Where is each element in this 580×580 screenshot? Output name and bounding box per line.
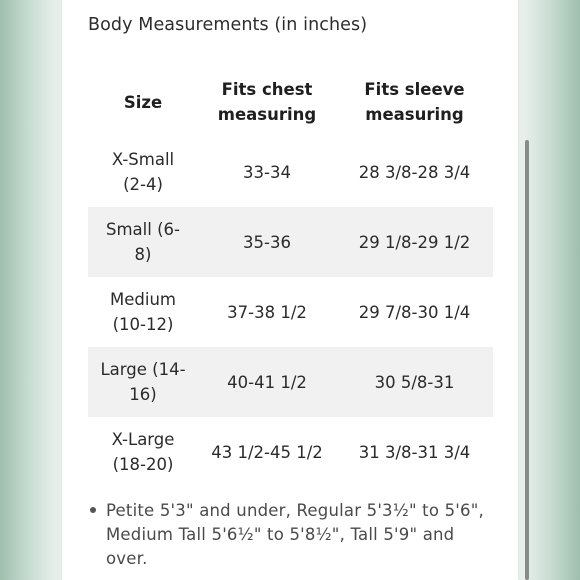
header-size: Size — [123, 92, 163, 112]
chest-cell: 40-41 1/2 — [198, 347, 336, 417]
page-title: Body Measurements (in inches) — [88, 15, 368, 35]
table-row — [88, 347, 493, 417]
size-cell — [88, 207, 198, 277]
table-row — [88, 417, 493, 487]
chest-cell: 35-36 — [198, 207, 336, 277]
table-header-row — [88, 67, 493, 137]
measurements-card — [62, 0, 518, 580]
sleeve-cell: 31 3/8-31 3/4 — [358, 442, 471, 462]
sleeve-cell: 30 5/8-31 — [336, 347, 493, 417]
height-note-text: Petite 5'3" and under, Regular 5'3½" to 5'6", Medium Tall 5'6½" to 5'8½", Tall 5'9" and over. — [106, 501, 484, 568]
table-row — [88, 277, 493, 347]
bullet-icon — [90, 507, 96, 513]
size-label: Large (14-16) — [100, 360, 186, 404]
size-label: X-Small (2-4) — [111, 150, 175, 194]
chest-cell: 43 1/2-45 1/2 — [211, 442, 323, 462]
size-cell — [88, 347, 198, 417]
sleeve-cell: 29 1/8-29 1/2 — [336, 207, 493, 277]
size-label: X-Large (18-20) — [111, 430, 175, 474]
table-row — [88, 137, 493, 207]
header-sleeve: Fits sleeve measuring — [364, 80, 465, 124]
size-label: Small (6-8) — [106, 220, 180, 264]
chest-cell: 37-38 1/2 — [227, 302, 307, 322]
table-row — [88, 207, 493, 277]
chest-cell: 33-34 — [243, 162, 291, 182]
size-chart-table — [88, 67, 493, 487]
sleeve-cell: 28 3/8-28 3/4 — [358, 162, 471, 182]
height-note — [90, 499, 490, 571]
size-cell — [88, 277, 198, 347]
size-cell — [88, 137, 198, 207]
size-cell — [88, 417, 198, 487]
sleeve-cell: 29 7/8-30 1/4 — [358, 302, 471, 322]
size-label: Medium (10-12) — [110, 290, 176, 334]
header-chest: Fits chest measuring — [217, 80, 317, 124]
scrollbar[interactable] — [525, 140, 529, 580]
